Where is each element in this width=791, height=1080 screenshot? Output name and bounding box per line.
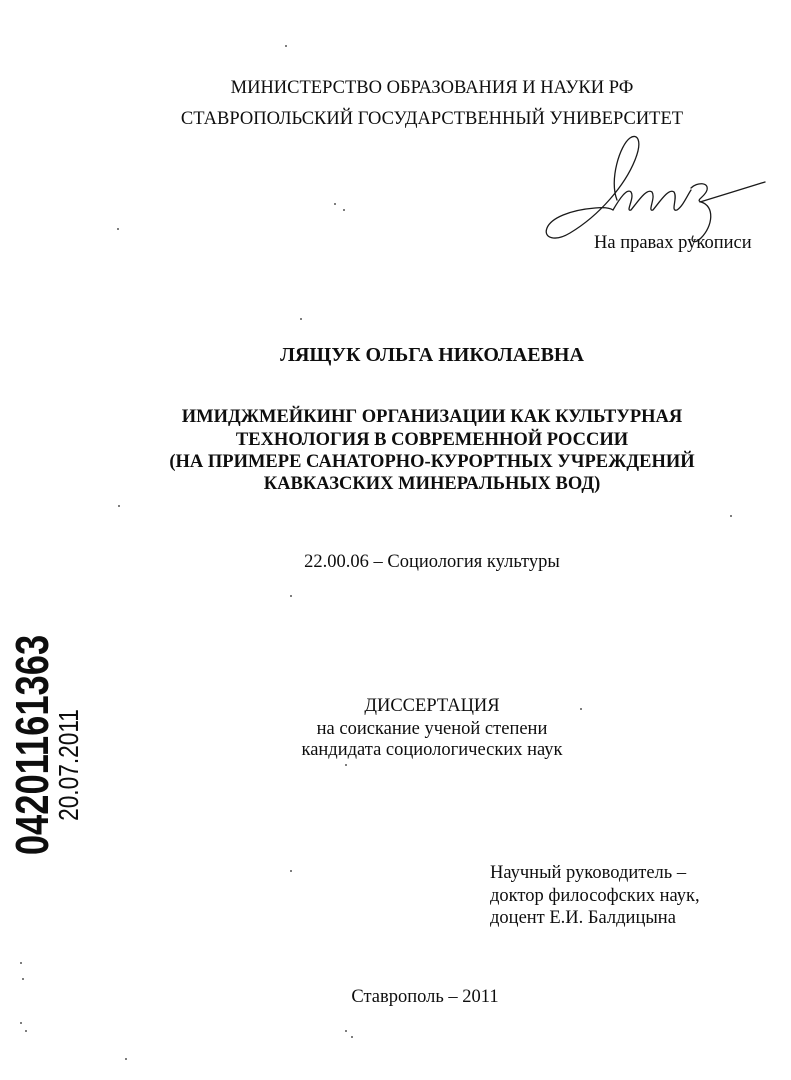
scan-speck [285, 45, 287, 47]
scan-speck [351, 1036, 353, 1038]
city-year: Ставрополь – 2011 [351, 987, 499, 1007]
scan-speck [20, 962, 22, 964]
scan-speck [730, 515, 732, 517]
title-line-4: КАВКАЗСКИХ МИНЕРАЛЬНЫХ ВОД) [263, 474, 601, 494]
signature-loop-stroke [546, 136, 639, 238]
degree-line-1: на соискание ученой степени [316, 719, 548, 739]
library-stamp-date: 20.07.2011 [53, 709, 84, 821]
degree-line-2: кандидата социологических наук [301, 740, 563, 760]
supervisor-degree: доктор философских наук, [490, 886, 700, 906]
scan-speck [343, 209, 345, 211]
specialty-code: 22.00.06 – Социология культуры [304, 552, 560, 572]
manuscript-note: На правах рукописи [594, 233, 752, 253]
signature-wave-stroke [613, 190, 691, 210]
scan-speck [580, 708, 582, 710]
scan-speck [290, 595, 292, 597]
library-stamp-number: 04201161363 [6, 634, 58, 856]
header-university: СТАВРОПОЛЬСКИЙ ГОСУДАРСТВЕННЫЙ УНИВЕРСИТЕТ [180, 109, 684, 129]
header-ministry: МИНИСТЕРСТВО ОБРАЗОВАНИЯ И НАУКИ РФ [230, 78, 634, 98]
author-name: ЛЯЩУК ОЛЬГА НИКОЛАЕВНА [280, 344, 584, 366]
scan-speck [300, 318, 302, 320]
title-line-3: (НА ПРИМЕРЕ САНАТОРНО-КУРОРТНЫХ УЧРЕЖДЕНИЙ [169, 452, 695, 472]
signature-flourish-stroke [700, 182, 765, 202]
scan-speck [345, 764, 347, 766]
work-type: ДИССЕРТАЦИЯ [364, 696, 500, 716]
scan-speck [25, 1030, 27, 1032]
title-line-2: ТЕХНОЛОГИЯ В СОВРЕМЕННОЙ РОССИИ [235, 430, 629, 450]
scan-speck [345, 1030, 347, 1032]
scan-speck [118, 505, 120, 507]
scan-speck [117, 228, 119, 230]
title-line-1: ИМИДЖМЕЙКИНГ ОРГАНИЗАЦИИ КАК КУЛЬТУРНАЯ [181, 407, 683, 427]
supervisor-name: доцент Е.И. Балдицына [490, 908, 676, 928]
scan-speck [20, 1022, 22, 1024]
supervisor-role: Научный руководитель – [490, 863, 687, 883]
scan-speck [125, 1058, 127, 1060]
scan-speck [290, 870, 292, 872]
scan-speck [22, 978, 24, 980]
scan-speck [334, 203, 336, 205]
